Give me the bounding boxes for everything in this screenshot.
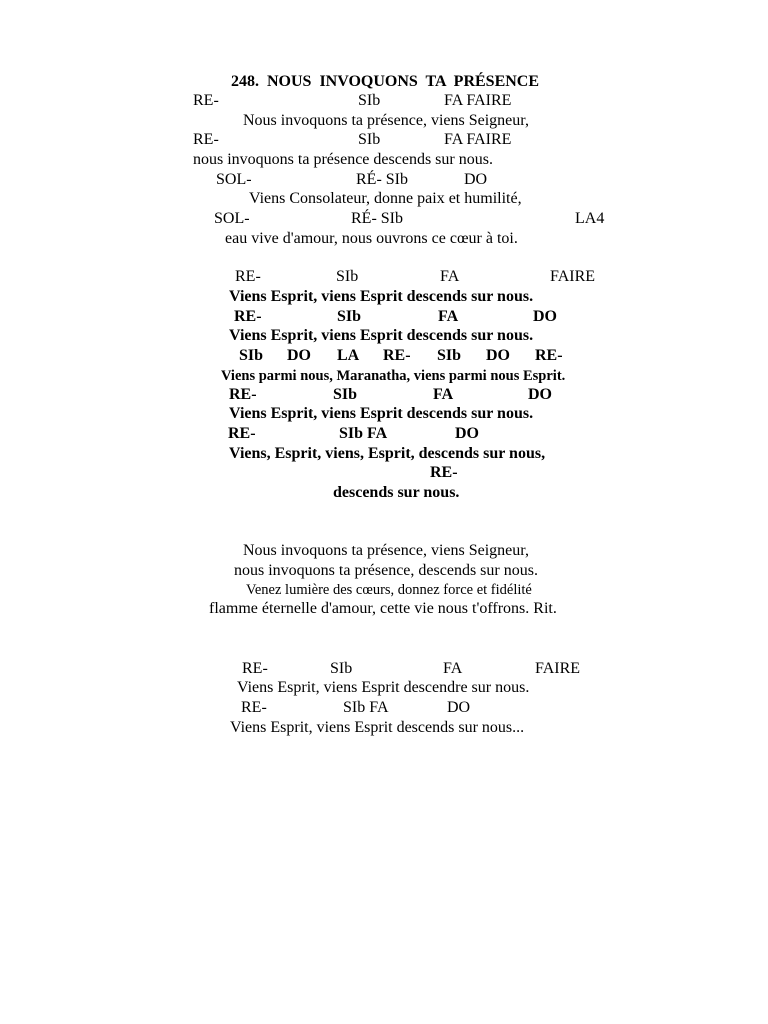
chord: RE- [193,131,219,148]
chord: FA [438,308,459,325]
chord: SIb [437,347,462,364]
chord: DO [455,425,479,442]
lyric-line: flamme éternelle d'amour, cette vie nous t'offrons. Rit. [209,600,557,617]
chord: SIb [336,268,359,285]
chord: SOL- [214,210,250,227]
lyric-line: Viens Esprit, viens Esprit descends sur nous. [229,327,534,344]
chord: RÉ- SIb [356,171,408,188]
lyric-line: descends sur nous. [333,484,460,501]
chord: SIb [337,308,362,325]
lyric-line: Viens Esprit, viens Esprit descends sur nous. [229,288,534,305]
chord: DO [287,347,311,364]
lyric-line: nous invoquons ta présence, descends sur nous. [234,562,538,579]
chord: DO [528,386,552,403]
chord: RE- [234,308,262,325]
lyric-line: Viens Esprit, viens Esprit descendre sur nous. [237,679,530,696]
chord: RE- [430,464,458,481]
chord: SIb [239,347,264,364]
chord: RÉ- SIb [351,210,403,227]
chord: SIb FA [343,699,389,716]
chord: RE- [229,386,257,403]
lyric-line: Nous invoquons ta présence, viens Seigneur, [243,112,529,129]
chord: FAIRE [535,660,581,677]
chord: SOL- [216,171,252,188]
chord: LA [337,347,360,364]
chord: FA FAIRE [444,92,512,109]
chord: FAIRE [550,268,596,285]
chord: FA [433,386,454,403]
chord: FA [443,660,463,677]
chord: RE- [535,347,563,364]
chord: FA [440,268,460,285]
chord: DO [464,171,488,188]
chord: DO [486,347,510,364]
lyric-line: nous invoquons ta présence descends sur nous. [193,151,493,168]
lyric-line: Viens Esprit, viens Esprit descends sur nous... [230,719,525,736]
lyric-line: Viens Consolateur, donne paix et humilité, [249,190,522,207]
chord: RE- [193,92,219,109]
chord: SIb [358,131,381,148]
lyric-line: eau vive d'amour, nous ouvrons ce cœur à toi. [225,230,518,247]
song-title: 248. NOUS INVOQUONS TA PRÉSENCE [231,73,540,90]
chord: RE- [235,268,261,285]
chord: LA4 [575,210,605,227]
chord: SIb FA [339,425,388,442]
chord: DO [533,308,557,325]
lyric-line: Viens, Esprit, viens, Esprit, descends sur nous, [229,445,546,462]
chord: RE- [228,425,256,442]
chord: SIb [358,92,381,109]
chord: SIb [333,386,358,403]
chord: RE- [242,660,268,677]
chord: SIb [330,660,353,677]
lyric-line: Viens parmi nous, Maranatha, viens parmi nous Esprit. [221,368,566,384]
chord: FA FAIRE [444,131,512,148]
chord: DO [447,699,471,716]
lyric-line: Viens Esprit, viens Esprit descends sur nous. [229,405,534,422]
chord: RE- [241,699,267,716]
lyric-line: Venez lumière des cœurs, donnez force et fidélité [246,582,532,598]
chord: RE- [383,347,411,364]
lyric-line: Nous invoquons ta présence, viens Seigneur, [243,542,529,559]
